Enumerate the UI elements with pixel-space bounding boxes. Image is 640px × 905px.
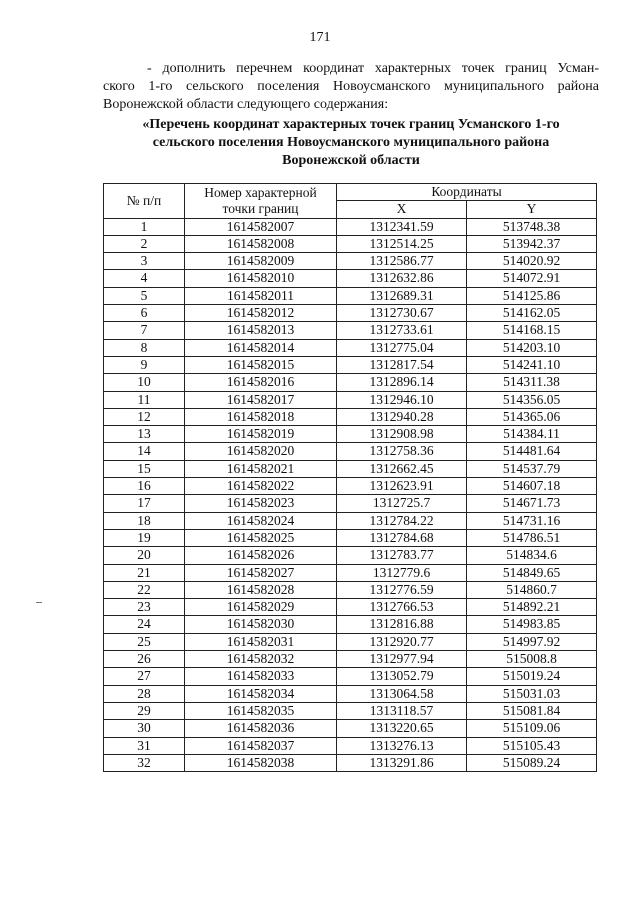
table-row [104,754,597,771]
intro-paragraph [103,60,599,114]
table-row [104,547,597,564]
table-row [104,512,597,529]
cell-x: 1313052.79 [337,668,467,685]
cell-point-number: 1614582025 [185,529,337,546]
table-row [104,564,597,581]
table-row [104,322,597,339]
cell-y: 514731.16 [467,512,597,529]
cell-x: 1313118.57 [337,702,467,719]
cell-y: 514356.05 [467,391,597,408]
cell-number: 4 [104,270,185,287]
cell-y: 514168.15 [467,322,597,339]
cell-y: 514203.10 [467,339,597,356]
cell-number: 5 [104,287,185,304]
header-coordinates: Координаты [337,184,597,201]
cell-y: 514072.91 [467,270,597,287]
cell-y: 514365.06 [467,408,597,425]
cell-x: 1312775.04 [337,339,467,356]
cell-point-number: 1614582035 [185,702,337,719]
cell-point-number: 1614582033 [185,668,337,685]
cell-number: 9 [104,356,185,373]
cell-x: 1312514.25 [337,235,467,252]
table-row [104,443,597,460]
cell-x: 1312946.10 [337,391,467,408]
cell-y: 514834.6 [467,547,597,564]
cell-number: 3 [104,253,185,270]
cell-point-number: 1614582031 [185,633,337,650]
cell-point-number: 1614582020 [185,443,337,460]
cell-x: 1312817.54 [337,356,467,373]
cell-number: 8 [104,339,185,356]
cell-x: 1312730.67 [337,305,467,322]
cell-number: 6 [104,305,185,322]
cell-x: 1312783.77 [337,547,467,564]
cell-number: 1 [104,218,185,235]
cell-number: 13 [104,426,185,443]
cell-number: 10 [104,374,185,391]
cell-point-number: 1614582026 [185,547,337,564]
cell-number: 17 [104,495,185,512]
cell-point-number: 1614582019 [185,426,337,443]
cell-y: 515008.8 [467,651,597,668]
title-line: «Перечень координат характерных точек границ Усманского 1-го [142,117,560,132]
intro-line: - дополнить перечнем координат характерных точек границ Усман- [147,61,599,76]
table-row [104,391,597,408]
cell-x: 1313220.65 [337,720,467,737]
cell-y: 515089.24 [467,754,597,771]
cell-y: 514671.73 [467,495,597,512]
table-row [104,633,597,650]
cell-x: 1312776.59 [337,581,467,598]
cell-x: 1313276.13 [337,737,467,754]
cell-y: 514020.92 [467,253,597,270]
cell-point-number: 1614582023 [185,495,337,512]
cell-y: 514983.85 [467,616,597,633]
table-row [104,737,597,754]
cell-point-number: 1614582024 [185,512,337,529]
cell-x: 1312733.61 [337,322,467,339]
cell-point-number: 1614582028 [185,581,337,598]
cell-number: 11 [104,391,185,408]
cell-x: 1312784.22 [337,512,467,529]
cell-y: 514384.11 [467,426,597,443]
cell-y: 514311.38 [467,374,597,391]
cell-number: 21 [104,564,185,581]
table-row [104,218,597,235]
scan-mark [36,602,42,603]
cell-y: 514997.92 [467,633,597,650]
cell-y: 514125.86 [467,287,597,304]
cell-x: 1312977.94 [337,651,467,668]
cell-y: 514481.64 [467,443,597,460]
coordinates-table [103,183,597,772]
table-row [104,720,597,737]
table-row [104,529,597,546]
table-row [104,339,597,356]
cell-y: 514892.21 [467,599,597,616]
cell-y: 515109.06 [467,720,597,737]
cell-x: 1312689.31 [337,287,467,304]
cell-number: 19 [104,529,185,546]
cell-x: 1312725.7 [337,495,467,512]
cell-x: 1313291.86 [337,754,467,771]
table-row [104,651,597,668]
cell-point-number: 1614582034 [185,685,337,702]
cell-point-number: 1614582010 [185,270,337,287]
cell-number: 7 [104,322,185,339]
cell-x: 1312632.86 [337,270,467,287]
cell-number: 26 [104,651,185,668]
table-row [104,668,597,685]
document-title [103,116,599,170]
cell-number: 14 [104,443,185,460]
cell-point-number: 1614582021 [185,460,337,477]
cell-point-number: 1614582014 [185,339,337,356]
title-line: Воронежской области [282,153,420,168]
cell-number: 28 [104,685,185,702]
table-row [104,374,597,391]
cell-x: 1312586.77 [337,253,467,270]
cell-point-number: 1614582022 [185,478,337,495]
cell-x: 1312758.36 [337,443,467,460]
cell-y: 514860.7 [467,581,597,598]
cell-point-number: 1614582015 [185,356,337,373]
cell-number: 12 [104,408,185,425]
cell-number: 29 [104,702,185,719]
cell-x: 1312940.28 [337,408,467,425]
cell-x: 1312920.77 [337,633,467,650]
cell-y: 513748.38 [467,218,597,235]
header-point-number [185,184,337,219]
cell-point-number: 1614582036 [185,720,337,737]
table-row [104,287,597,304]
title-line: сельского поселения Новоусманского муниципального района [152,135,550,150]
page-number: 171 [309,30,331,45]
cell-number: 16 [104,478,185,495]
table-row [104,685,597,702]
cell-point-number: 1614582018 [185,408,337,425]
cell-x: 1312816.88 [337,616,467,633]
cell-number: 24 [104,616,185,633]
cell-x: 1312766.53 [337,599,467,616]
header-number: № п/п [104,184,185,219]
cell-number: 2 [104,235,185,252]
cell-y: 515081.84 [467,702,597,719]
cell-y: 514537.79 [467,460,597,477]
cell-number: 18 [104,512,185,529]
table-row [104,616,597,633]
cell-number: 27 [104,668,185,685]
cell-number: 32 [104,754,185,771]
table-row [104,581,597,598]
cell-y: 513942.37 [467,235,597,252]
cell-point-number: 1614582017 [185,391,337,408]
table-row [104,460,597,477]
cell-number: 23 [104,599,185,616]
cell-number: 31 [104,737,185,754]
intro-line: Воронежской области следующего содержания: [103,97,389,112]
cell-point-number: 1614582030 [185,616,337,633]
cell-y: 515105.43 [467,737,597,754]
header-y: Y [467,201,597,218]
table-row [104,426,597,443]
cell-y: 514607.18 [467,478,597,495]
cell-point-number: 1614582007 [185,218,337,235]
table-header [104,184,597,219]
cell-y: 514241.10 [467,356,597,373]
table-row [104,495,597,512]
cell-x: 1312623.91 [337,478,467,495]
header-point-line: точки границ [222,200,299,216]
table-row [104,270,597,287]
table-row [104,305,597,322]
cell-number: 20 [104,547,185,564]
cell-point-number: 1614582013 [185,322,337,339]
header-point-line: Номер характерной [204,184,317,200]
cell-number: 30 [104,720,185,737]
cell-point-number: 1614582038 [185,754,337,771]
header-x: X [337,201,467,218]
cell-number: 22 [104,581,185,598]
table-row [104,408,597,425]
cell-y: 514849.65 [467,564,597,581]
cell-point-number: 1614582009 [185,253,337,270]
table-row [104,235,597,252]
cell-point-number: 1614582012 [185,305,337,322]
cell-number: 15 [104,460,185,477]
cell-x: 1313064.58 [337,685,467,702]
table-row [104,478,597,495]
cell-y: 514162.05 [467,305,597,322]
cell-x: 1312662.45 [337,460,467,477]
cell-x: 1312784.68 [337,529,467,546]
table-row [104,702,597,719]
cell-y: 514786.51 [467,529,597,546]
intro-line: ского 1-го сельского поселения Новоусманского муниципального района [103,79,599,94]
cell-point-number: 1614582011 [185,287,337,304]
cell-y: 515031.03 [467,685,597,702]
cell-x: 1312779.6 [337,564,467,581]
cell-x: 1312896.14 [337,374,467,391]
cell-point-number: 1614582029 [185,599,337,616]
cell-point-number: 1614582008 [185,235,337,252]
cell-point-number: 1614582032 [185,651,337,668]
table-row [104,356,597,373]
cell-x: 1312908.98 [337,426,467,443]
cell-y: 515019.24 [467,668,597,685]
table-row [104,599,597,616]
cell-point-number: 1614582016 [185,374,337,391]
cell-point-number: 1614582027 [185,564,337,581]
cell-number: 25 [104,633,185,650]
cell-x: 1312341.59 [337,218,467,235]
cell-point-number: 1614582037 [185,737,337,754]
table-body [104,218,597,772]
table-row [104,253,597,270]
